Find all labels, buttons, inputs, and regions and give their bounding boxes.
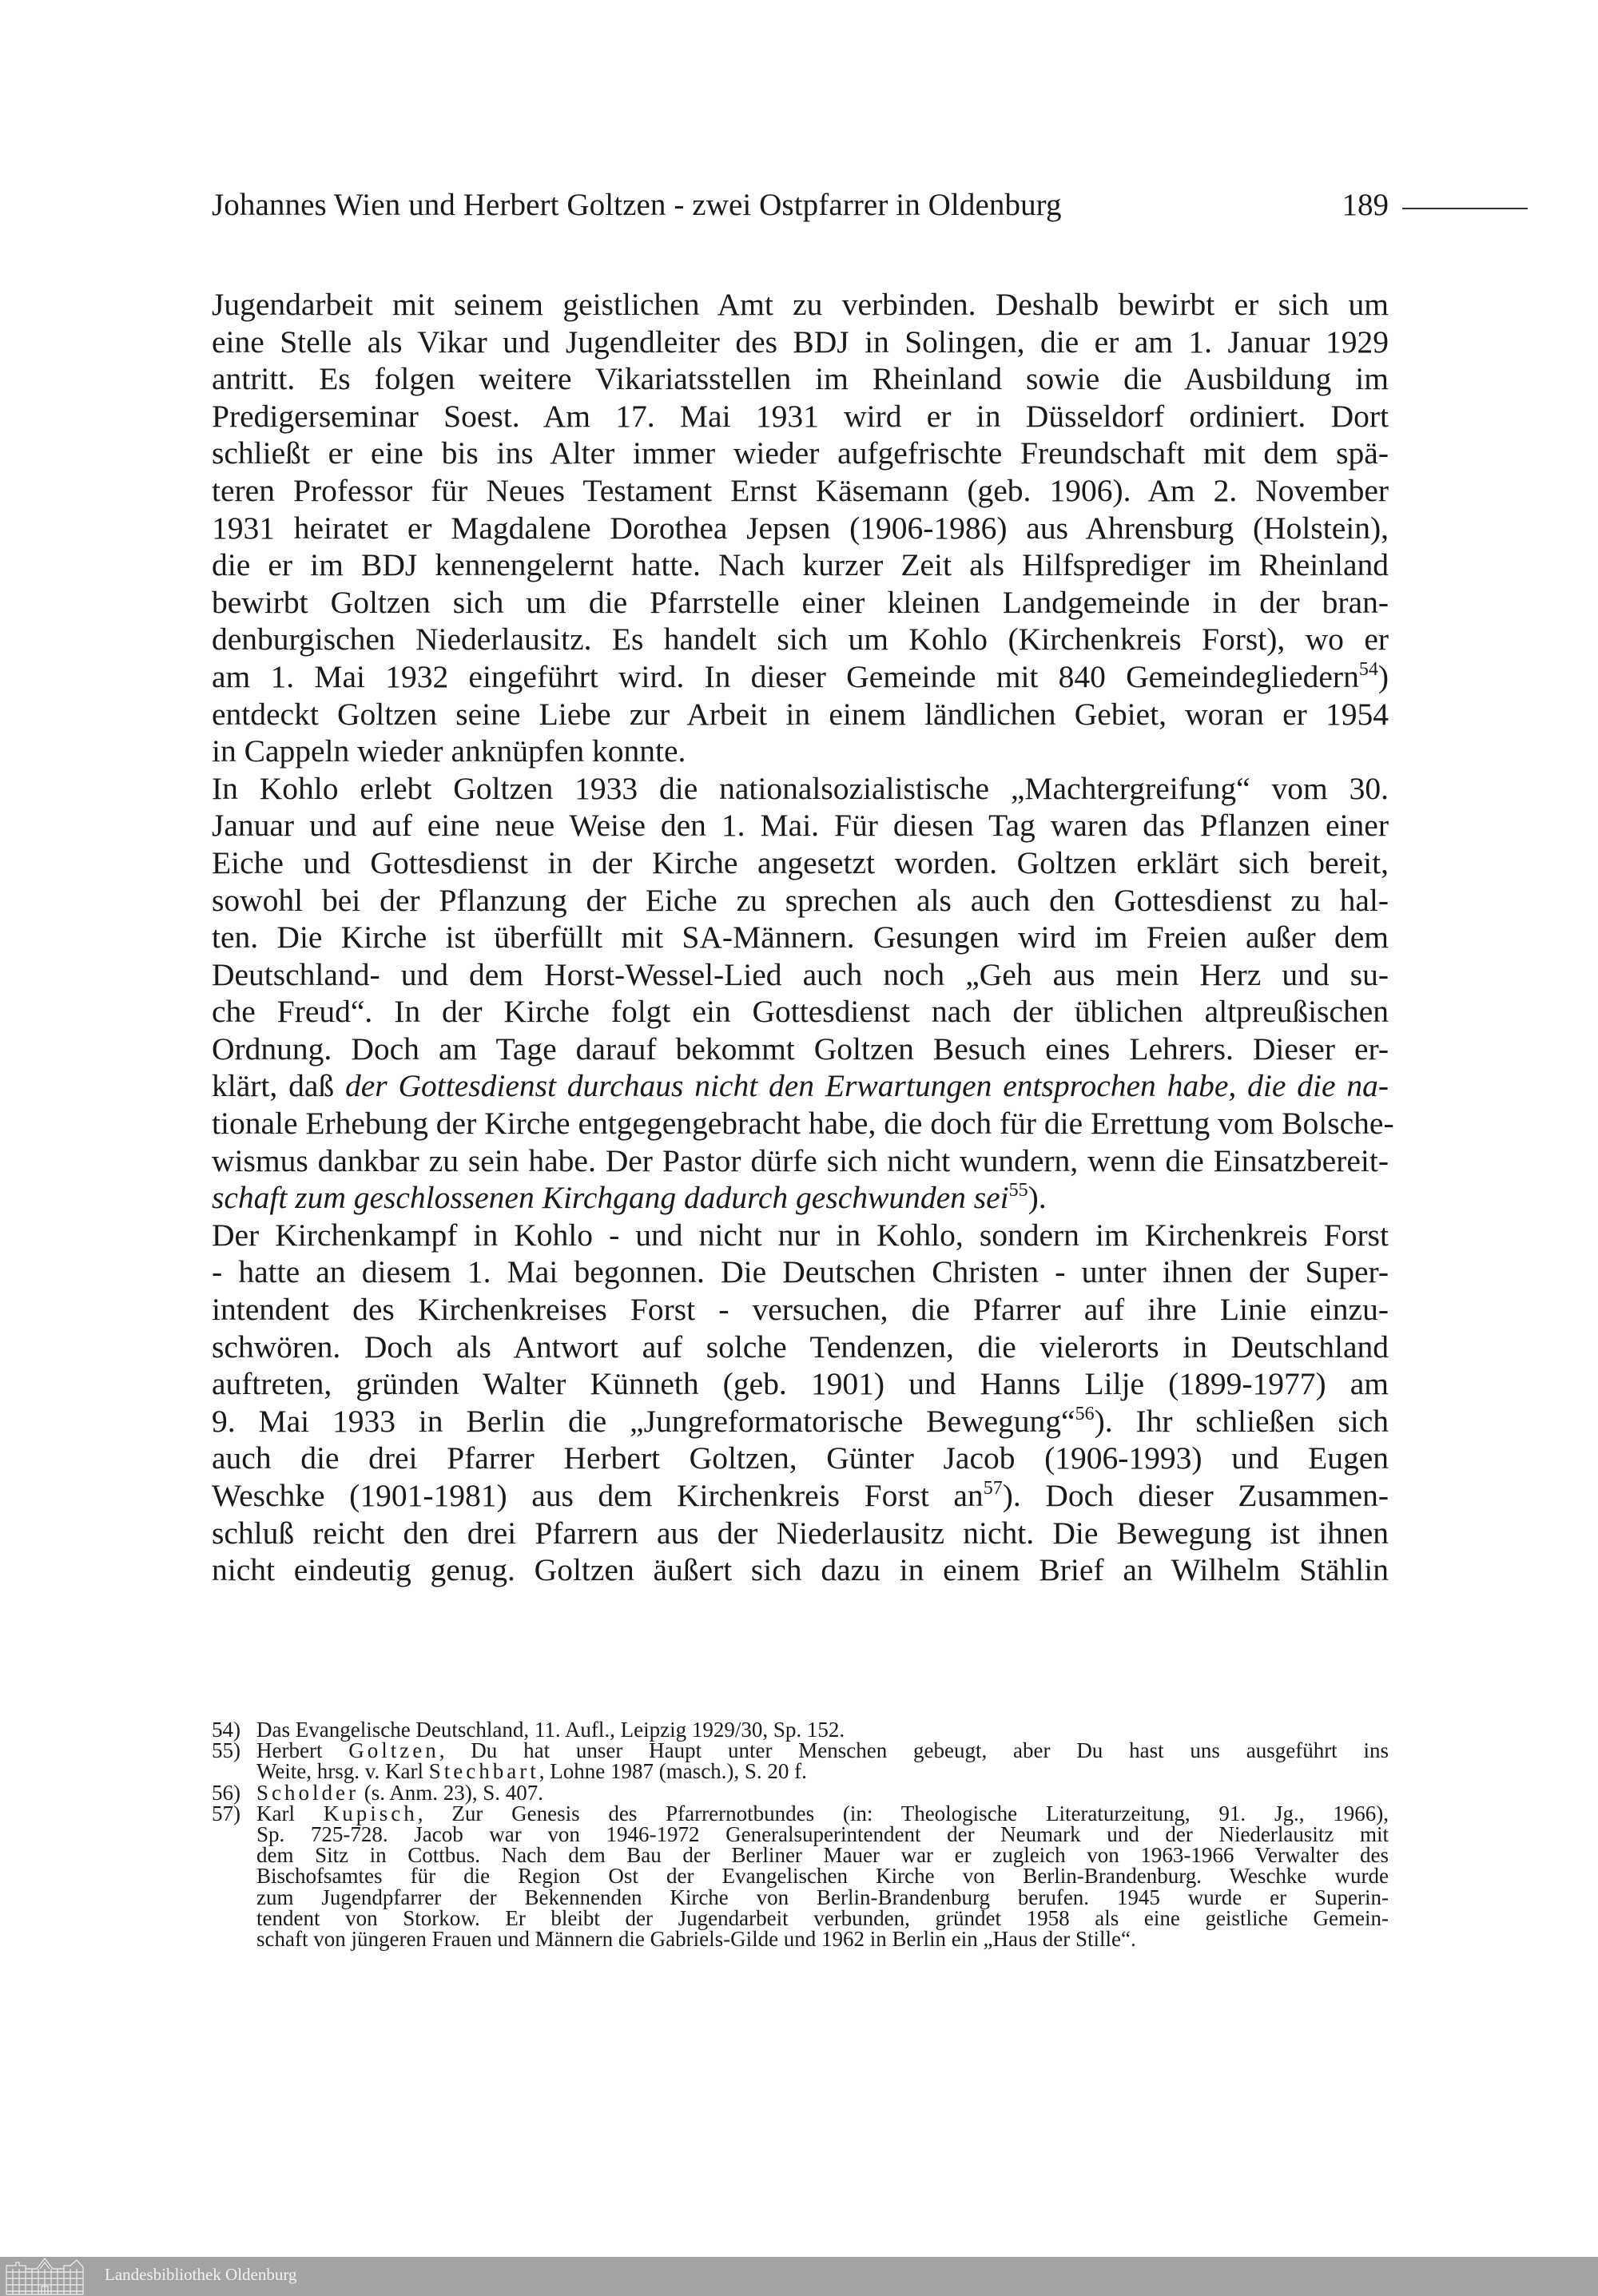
text-line: antritt. Es folgen weitere Vikariatsstellen im Rheinland sowie die Ausbildung im (212, 361, 1389, 397)
main-text (212, 286, 1394, 1589)
text-line (212, 1179, 1389, 1217)
footnote-line: dem Sitz in Cottbus. Nach dem Bau der Berliner Mauer war er zugleich von 1963-1966 Verwalter des (256, 1843, 1389, 1868)
text-line: Januar und auf eine neue Weise den 1. Mai. Für diesen Tag waren das Pflanzen einer (212, 808, 1389, 844)
footnote-line: Sp. 725-728. Jacob war von 1946-1972 Generalsuperintendent der Neumark und der Niederlausitz mit (256, 1821, 1389, 1846)
text-line: Predigerseminar Soest. Am 17. Mai 1931 wird er in Düsseldorf ordiniert. Dort (212, 398, 1389, 434)
library-footer-bar (0, 2257, 1598, 2296)
text-line: Eiche und Gottesdienst in der Kirche angesetzt worden. Goltzen erklärt sich bereit, (212, 844, 1389, 880)
quote-italic: der Gottesdienst durchaus nicht den Erwartungen entsprochen habe, die die na- (344, 1068, 1389, 1104)
text-line (212, 1403, 1389, 1440)
text-line (212, 1477, 1389, 1515)
footnote-56 (212, 1782, 1389, 1803)
text-segment: ) (1377, 658, 1389, 694)
text-line: eine Stelle als Vikar und Jugendleiter des BDJ in Solingen, die er am 1. Januar 1929 (212, 324, 1389, 359)
text-segment: klärt, daß (212, 1068, 345, 1104)
text-segment: am 1. Mai 1932 eingeführt wird. In dieser Gemeinde mit 840 Gemeindegliedern (212, 658, 1359, 694)
running-title: Johannes Wien und Herbert Goltzen - zwei Ostpfarrer in Oldenburg (212, 188, 1062, 222)
text-line: nicht eindeutig genug. Goltzen äußert sich dazu in einem Brief an Wilhelm Stählin (212, 1552, 1389, 1588)
editor-name: Stechbart (428, 1759, 539, 1784)
footnote-line: schaft von jüngeren Frauen und Männern die Gabriels-Gilde und 1962 in Berlin ein „Haus der Stille“. (256, 1926, 1136, 1951)
footnote-text: , Lohne 1987 (masch.), S. 20 f. (539, 1759, 807, 1784)
footnote-line: tendent von Storkow. Er bleibt der Jugendarbeit verbunden, gründet 1958 als eine geistliche Gemein- (256, 1905, 1389, 1930)
text-segment: ). Ihr schließen sich (1094, 1403, 1389, 1439)
text-line: die er im BDJ kennengelernt hatte. Nach kurzer Zeit als Hilfsprediger im Rheinland (212, 547, 1389, 583)
footnote-text: , Du hat unser Haupt unter Menschen gebeugt, aber Du hast uns ausgeführt ins (439, 1738, 1389, 1763)
text-segment: Weschke (1901-1981) aus dem Kirchenkreis Forst an (212, 1478, 984, 1513)
text-line: schwören. Doch als Antwort auf solche Tendenzen, die vielerorts in Deutschland (212, 1329, 1389, 1364)
text-line (212, 1067, 1389, 1105)
text-line: schluß reicht den drei Pfarrern aus der Niederlausitz nicht. Die Bewegung ist ihnen (212, 1515, 1389, 1551)
author-first: Karl (256, 1801, 324, 1825)
text-line: Der Kirchenkampf in Kohlo - und nicht nur in Kohlo, sondern im Kirchenkreis Forst (212, 1217, 1389, 1253)
text-line: sowohl bei der Pflanzung der Eiche zu sprechen als auch den Gottesdienst zu hal- (212, 882, 1389, 918)
footnote-55 (212, 1740, 1389, 1782)
footnote-ref-55[interactable]: 55 (1008, 1180, 1028, 1202)
library-name: Landesbibliothek Oldenburg (105, 2265, 297, 2284)
footnote-line: zum Jugendpfarrer der Bekennenden Kirche von Berlin-Brandenburg berufen. 1945 wurde er Superin- (256, 1885, 1389, 1909)
footnote-54 (212, 1719, 1389, 1740)
quote-italic: schaft zum geschlossenen Kirchgang dadurch geschwunden sei (212, 1180, 1009, 1216)
library-building-icon (5, 2258, 85, 2295)
footnote-line (256, 1740, 1389, 1761)
page-number: 189 (1342, 188, 1389, 222)
text-line: che Freud“. In der Kirche folgt ein Gottesdienst nach der üblichen altpreußischen (212, 994, 1389, 1030)
text-segment: 9. Mai 1933 in Berlin die „Jungreformatorische Bewegung“ (212, 1403, 1075, 1439)
text-line: intendent des Kirchenkreises Forst - versuchen, die Pfarrer auf ihre Linie einzu- (212, 1292, 1389, 1328)
text-line: Ordnung. Doch am Tage darauf bekommt Goltzen Besuch eines Lehrers. Dieser er- (212, 1031, 1389, 1067)
text-line: teren Professor für Neues Testament Ernst Käsemann (geb. 1906). Am 2. November (212, 472, 1389, 508)
footnote-ref-56[interactable]: 56 (1075, 1403, 1095, 1424)
footnote-text: Weite, hrsg. v. Karl (256, 1759, 429, 1784)
text-line: denburgischen Niederlausitz. Es handelt sich um Kohlo (Kirchenkreis Forst), wo er (212, 622, 1389, 657)
text-line: schließt er eine bis ins Alter immer wieder aufgefrischte Freundschaft mit dem spä- (212, 435, 1389, 471)
author-name: Kupisch (323, 1801, 418, 1825)
text-line: Jugendarbeit mit seinem geistlichen Amt zu verbinden. Deshalb bewirbt er sich um (212, 287, 1389, 322)
header-rule (1402, 208, 1528, 209)
footnote-number: 55) (212, 1738, 240, 1763)
text-line: Deutschland- und dem Horst-Wessel-Lied auch noch „Geh aus mein Herz und su- (212, 956, 1389, 992)
text-line: - hatte an diesem 1. Mai begonnen. Die Deutschen Christen - unter ihnen der Super- (212, 1254, 1389, 1290)
footnote-line (256, 1761, 1389, 1782)
text-line: entdeckt Goltzen seine Liebe zur Arbeit in einem ländlichen Gebiet, woran er 1954 (212, 696, 1389, 732)
footnote-57 (212, 1803, 1389, 1949)
author-name: Scholder (256, 1780, 359, 1805)
footnote-ref-57[interactable]: 57 (983, 1478, 1003, 1499)
text-line: In Kohlo erlebt Goltzen 1933 die nationalsozialistische „Machtergreifung“ vom 30. (212, 770, 1389, 806)
running-header (212, 185, 1389, 225)
text-line: auch die drei Pfarrer Herbert Goltzen, Günter Jacob (1906-1993) und Eugen (212, 1440, 1389, 1476)
footnote-line: Das Evangelische Deutschland, 11. Aufl., Leipzig 1929/30, Sp. 152. (256, 1718, 845, 1742)
text-line: bewirbt Goltzen sich um die Pfarrstelle einer kleinen Landgemeinde in der bran- (212, 584, 1389, 620)
footnote-ref-54[interactable]: 54 (1358, 658, 1378, 680)
text-segment: ). Doch dieser Zusammen- (1002, 1478, 1389, 1513)
footnote-line (256, 1803, 1389, 1824)
text-line: 1931 heiratet er Magdalene Dorothea Jepsen (1906-1986) aus Ahrensburg (Holstein), (212, 510, 1389, 546)
text-line (212, 658, 1389, 696)
footnote-text: , Zur Genesis des Pfarrernotbundes (in: Theologische Literaturzeitung, 91. Jg., 1966), (417, 1801, 1389, 1825)
footnote-text: (s. Anm. 23), S. 407. (358, 1780, 544, 1805)
text-line: in Cappeln wieder anknüpfen konnte. (212, 733, 686, 769)
footnotes (212, 1719, 1389, 1949)
footnote-number: 56) (212, 1780, 240, 1805)
text-line: ten. Die Kirche ist überfüllt mit SA-Männern. Gesungen wird im Freien außer dem (212, 920, 1389, 955)
footnote-number: 54) (212, 1718, 240, 1742)
author-name: Goltzen (348, 1738, 439, 1763)
text-segment: ). (1028, 1180, 1047, 1216)
quote-line-italic: tionale Erhebung der Kirche entgegengebracht habe, die doch für die Errettung vom Bolsche- (212, 1106, 1394, 1142)
footnote-number: 57) (212, 1801, 240, 1825)
footnote-line: Bischofsamtes für die Region Ost der Evangelischen Kirche von Berlin-Brandenburg. Weschke wurde (256, 1864, 1389, 1889)
footnote-line (256, 1782, 1389, 1803)
text-line: auftreten, gründen Walter Künneth (geb. 1901) und Hanns Lilje (1899-1977) am (212, 1366, 1389, 1402)
quote-line-italic: wismus dankbar zu sein habe. Der Pastor dürfe sich nicht wundern, wenn die Einsatzbereit- (212, 1142, 1389, 1178)
author-first: Herbert (256, 1738, 349, 1763)
